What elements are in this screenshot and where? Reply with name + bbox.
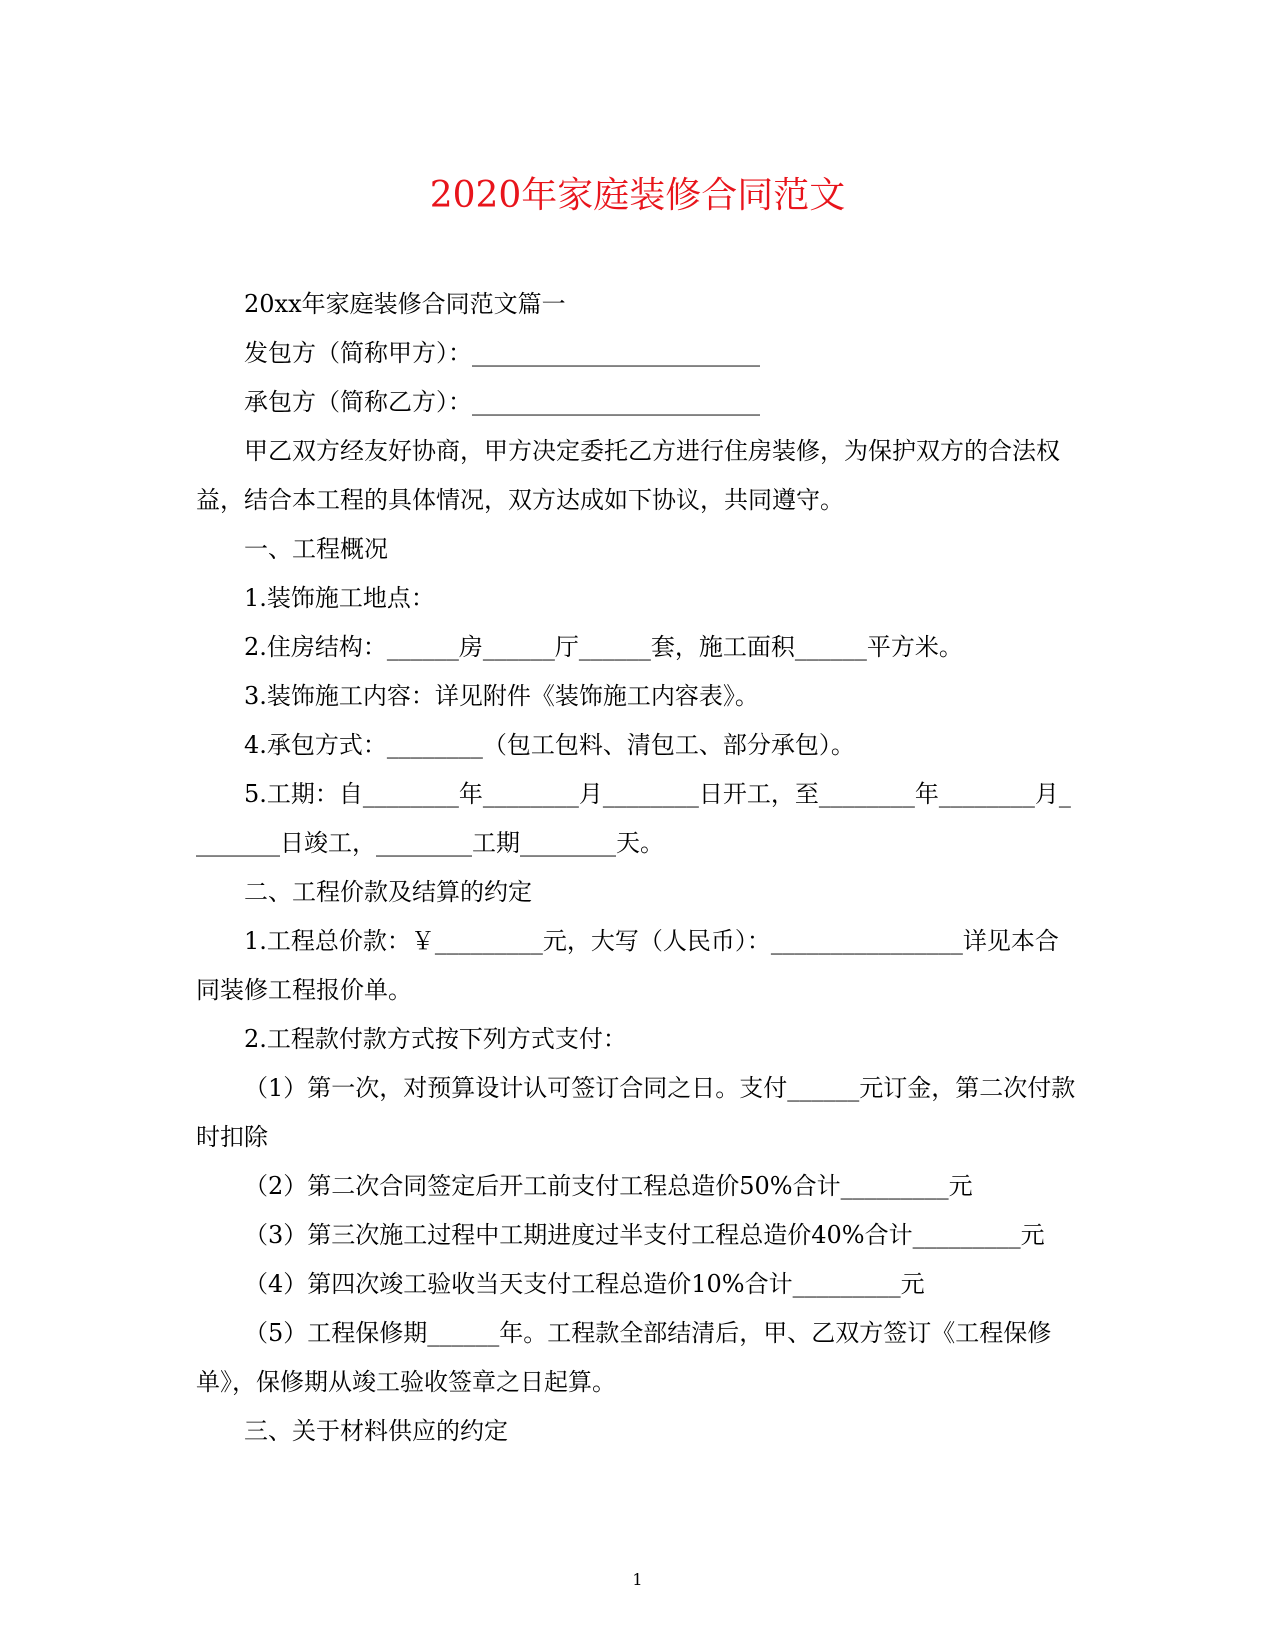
clause-construction-location: 1.装饰施工地点： [244, 584, 435, 612]
section-heading-material-supply: 三、关于材料供应的约定 [244, 1417, 508, 1445]
payment-item-1: （1）第一次，对预算设计认可签订合同之日。支付______元订金，第二次付款时扣除 [196, 1074, 1076, 1151]
paragraph-agreement-intro: 甲乙双方经友好协商，甲方决定委托乙方进行住房装修，为保护双方的合法权益，结合本工程的具体情况，双方达成如下协议，共同遵守。 [196, 437, 1060, 514]
clause-contract-method: 4.承包方式：________（包工包料、清包工、部分承包）。 [244, 731, 855, 759]
page-number: 1 [632, 1570, 643, 1589]
section-heading-project-overview: 一、工程概况 [244, 535, 388, 563]
paragraph-party-b: 承包方（简称乙方）：________________________ [244, 388, 760, 416]
clause-payment-method: 2.工程款付款方式按下列方式支付： [244, 1025, 627, 1053]
payment-item-3: （3）第三次施工过程中工期进度过半支付工程总造价40%合计_________元 [244, 1221, 1045, 1249]
payment-item-5: （5）工程保修期______年。工程款全部结清后，甲、乙双方签订《工程保修单》，保修期从竣工验收签章之日起算。 [196, 1319, 1052, 1396]
clause-total-price: 1.工程总价款：￥_________元，大写（人民币）：________________详见本合同装修工程报价单。 [196, 927, 1059, 1004]
payment-item-4: （4）第四次竣工验收当天支付工程总造价10%合计_________元 [244, 1270, 925, 1298]
clause-construction-period: 5.工期：自________年________月________日开工，至________年________月________日竣工，________工期________天。 [196, 780, 1071, 857]
clause-housing-structure: 2.住房结构：______房______厅______套，施工面积______平方米。 [244, 633, 963, 661]
section-heading-price-settlement: 二、工程价款及结算的约定 [244, 878, 532, 906]
document-body [196, 280, 1080, 1456]
paragraph-heading-part-one: 20xx年家庭装修合同范文篇一 [244, 290, 566, 318]
paragraph-party-a: 发包方（简称甲方）：________________________ [244, 339, 760, 367]
document-title: 2020年家庭装修合同范文 [429, 175, 846, 216]
payment-item-2: （2）第二次合同签定后开工前支付工程总造价50%合计_________元 [244, 1172, 973, 1200]
clause-construction-content: 3.装饰施工内容：详见附件《装饰施工内容表》。 [244, 682, 759, 710]
